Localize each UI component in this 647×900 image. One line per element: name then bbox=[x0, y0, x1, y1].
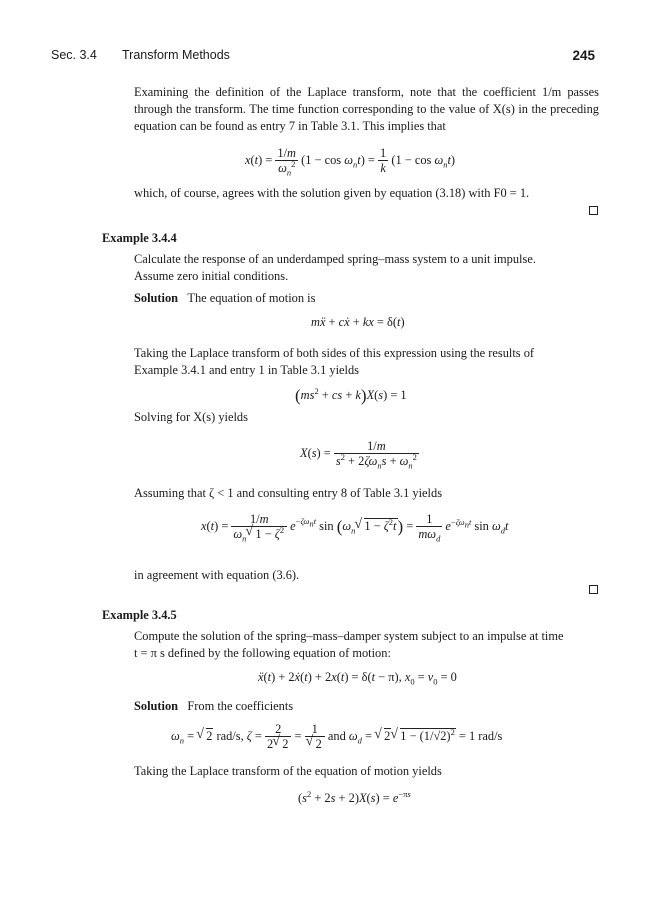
example-344-solution bbox=[134, 290, 599, 307]
end-of-proof-box bbox=[589, 585, 598, 594]
example-345-title: Example 3.4.5 bbox=[102, 608, 177, 622]
example-345-solution bbox=[134, 698, 599, 715]
example-344-laplace-1: Taking the Laplace transform of both sides of this expression using the results of bbox=[134, 346, 535, 360]
end-of-proof-box bbox=[589, 206, 598, 215]
coefficients-equation: $\omega_n$ = √ 2 rad/s, ζ = $\frac{2}{2√ 2}$ = 1 √ 2 and $\omega_d$ = √ 2√ $1 - (1/√2)^2 = 1$ rad/s bbox=[171, 722, 502, 751]
intro-equation: x(t) = $\frac{1/m}{\omega_n^2}$ $(1 - \cos \omega_nt)$ = $\frac{1}{k}$ $(1 - \cos \omega_nt)$ bbox=[245, 146, 456, 178]
intro-paragraph: Examining the definition of the Laplace transform, note that the coefficient 1/m passes through the transform. The time function corresponding to the value of X(s) in the preceding equation can be found as entry 7 in Table 3.1. This implies that bbox=[134, 85, 599, 133]
transfer-equation: X(s) = $\frac{1/m}{s^2 + 2\zeta\omega_ns + \omega_n^2}$ bbox=[300, 439, 417, 471]
equation-of-motion: mẍ + cẋ + kx = δ(t) bbox=[311, 315, 405, 329]
solution-label: Solution bbox=[134, 291, 179, 305]
agreement-text: in agreement with equation (3.6). bbox=[134, 568, 300, 582]
page-number: 245 bbox=[572, 48, 595, 63]
example-345-equation-of-motion: ẍ(t) + 2ẋ(t) + 2x(t) = δ(t − π), $x_0 = v_0 = 0$ bbox=[258, 670, 457, 687]
intro-conclusion: which, of course, agrees with the solution given by equation (3.18) with F0 = 1. bbox=[134, 186, 530, 200]
example-345-statement-2: t = π s defined by the following equation of motion: bbox=[134, 646, 391, 660]
impulse-response-equation: x(t) = $\frac{1/m}{\omega_n√ 1 - \zeta^2}$ $e^{-\zeta\omega_nt}$ $\sin (\omega_n√$ $1 - \zeta^2t$) = $\frac{1}{m\omega_d}$ $e^{-\zeta\omega_nt}$ $\sin \omega_dt$ bbox=[201, 512, 508, 541]
page-header bbox=[51, 48, 595, 66]
laplace-equation: ($ms^2$ + cs + k)X(s) = 1 bbox=[295, 385, 407, 405]
example-344-title: Example 3.4.4 bbox=[102, 231, 177, 245]
section-label: Sec. 3.4 bbox=[51, 48, 97, 62]
example-344-statement-2: Assume zero initial conditions. bbox=[134, 269, 289, 283]
example-345-laplace-text: Taking the Laplace transform of the equation of motion yields bbox=[134, 764, 442, 778]
solving-text: Solving for X(s) yields bbox=[134, 410, 248, 424]
example-344-statement-1: Calculate the response of an underdamped spring–mass system to a unit impulse. bbox=[134, 252, 536, 266]
solution-text: The equation of motion is bbox=[187, 291, 316, 305]
example-344-laplace-2: Example 3.4.1 and entry 1 in Table 3.1 yields bbox=[134, 363, 359, 377]
solution-label: Solution bbox=[134, 699, 179, 713]
example-345-statement-1: Compute the solution of the spring–mass–damper system subject to an impulse at time bbox=[134, 629, 564, 643]
solution-text: From the coefficients bbox=[187, 699, 294, 713]
chapter-title: Transform Methods bbox=[122, 48, 230, 62]
example-345-laplace-equation: $(s^2 + 2s + 2)X(s) = e^{-\pi s}$ bbox=[298, 788, 411, 805]
assuming-text: Assuming that ζ < 1 and consulting entry 8 of Table 3.1 yields bbox=[134, 486, 443, 500]
